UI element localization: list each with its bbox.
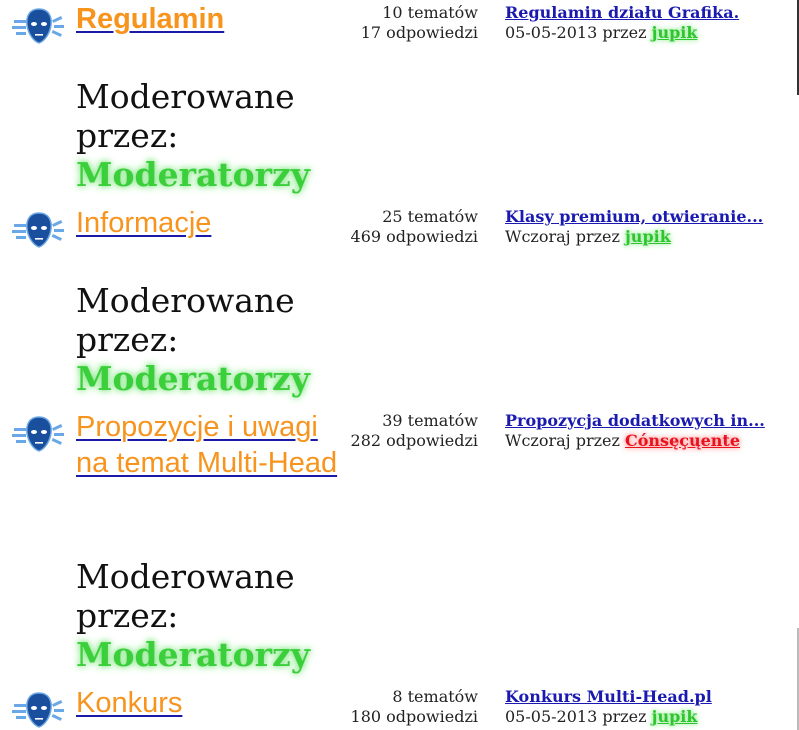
moderated-label-2: przez: — [76, 116, 179, 155]
forum-title-link[interactable]: Propozycje i uwagi na temat Multi-Head — [76, 411, 338, 479]
reply-count: 469 odpowiedzi — [350, 227, 478, 246]
last-post — [505, 687, 785, 727]
last-post-title-link[interactable]: Konkurs Multi-Head.pl — [505, 687, 712, 706]
forum-stats — [351, 687, 478, 727]
reply-count: 180 odpowiedzi — [350, 707, 478, 726]
topic-count: 10 tematów — [382, 3, 478, 22]
topic-count: 39 tematów — [382, 411, 478, 430]
forum-head-icon — [12, 210, 66, 250]
reply-count: 17 odpowiedzi — [360, 23, 478, 42]
topic-count: 8 tematów — [392, 687, 478, 706]
forum-title-link[interactable]: Informacje — [76, 207, 212, 239]
last-post-title-link[interactable]: Klasy premium, otwieranie... — [505, 207, 764, 226]
topic-count: 25 tematów — [382, 207, 478, 226]
last-post — [505, 411, 785, 451]
reply-count: 282 odpowiedzi — [350, 431, 478, 450]
moderated-label: Moderowane — [76, 557, 295, 596]
last-post-title-link[interactable]: Propozycja dodatkowych in... — [505, 411, 765, 430]
last-post-user-link[interactable]: Cónsęçųente — [625, 431, 740, 450]
moderated-by — [76, 77, 376, 194]
moderator-group-link[interactable]: Moderatorzy — [76, 155, 310, 194]
moderated-label: Moderowane — [76, 77, 295, 116]
moderated-label-2: przez: — [76, 596, 179, 635]
forum-head-icon — [12, 414, 66, 454]
last-post — [505, 207, 785, 247]
forum-stats — [361, 3, 478, 43]
moderator-group-link[interactable]: Moderatorzy — [76, 359, 310, 398]
moderated-label: Moderowane — [76, 281, 295, 320]
moderated-by — [76, 281, 376, 398]
forum-head-icon — [12, 6, 66, 46]
forum-title-link[interactable]: Konkurs — [76, 687, 183, 719]
last-post-user-link[interactable]: jupik — [625, 227, 671, 246]
forum-head-icon — [12, 690, 66, 730]
last-post-title-link[interactable]: Regulamin działu Grafika. — [505, 3, 740, 22]
forum-stats — [351, 207, 478, 247]
last-post — [505, 3, 785, 43]
last-post-user-link[interactable]: jupik — [651, 23, 698, 42]
forum-title-link[interactable]: Regulamin — [76, 3, 225, 35]
moderated-label-2: przez: — [76, 320, 179, 359]
last-post-user-link[interactable]: jupik — [651, 707, 698, 726]
last-post-when: Wczoraj przez — [505, 227, 620, 246]
moderator-group-link[interactable]: Moderatorzy — [76, 635, 310, 674]
last-post-when: 05-05-2013 przez — [505, 707, 647, 726]
last-post-when: Wczoraj przez — [505, 431, 620, 450]
last-post-when: 05-05-2013 przez — [505, 23, 647, 42]
forum-stats — [351, 411, 478, 451]
moderated-by — [76, 557, 376, 674]
